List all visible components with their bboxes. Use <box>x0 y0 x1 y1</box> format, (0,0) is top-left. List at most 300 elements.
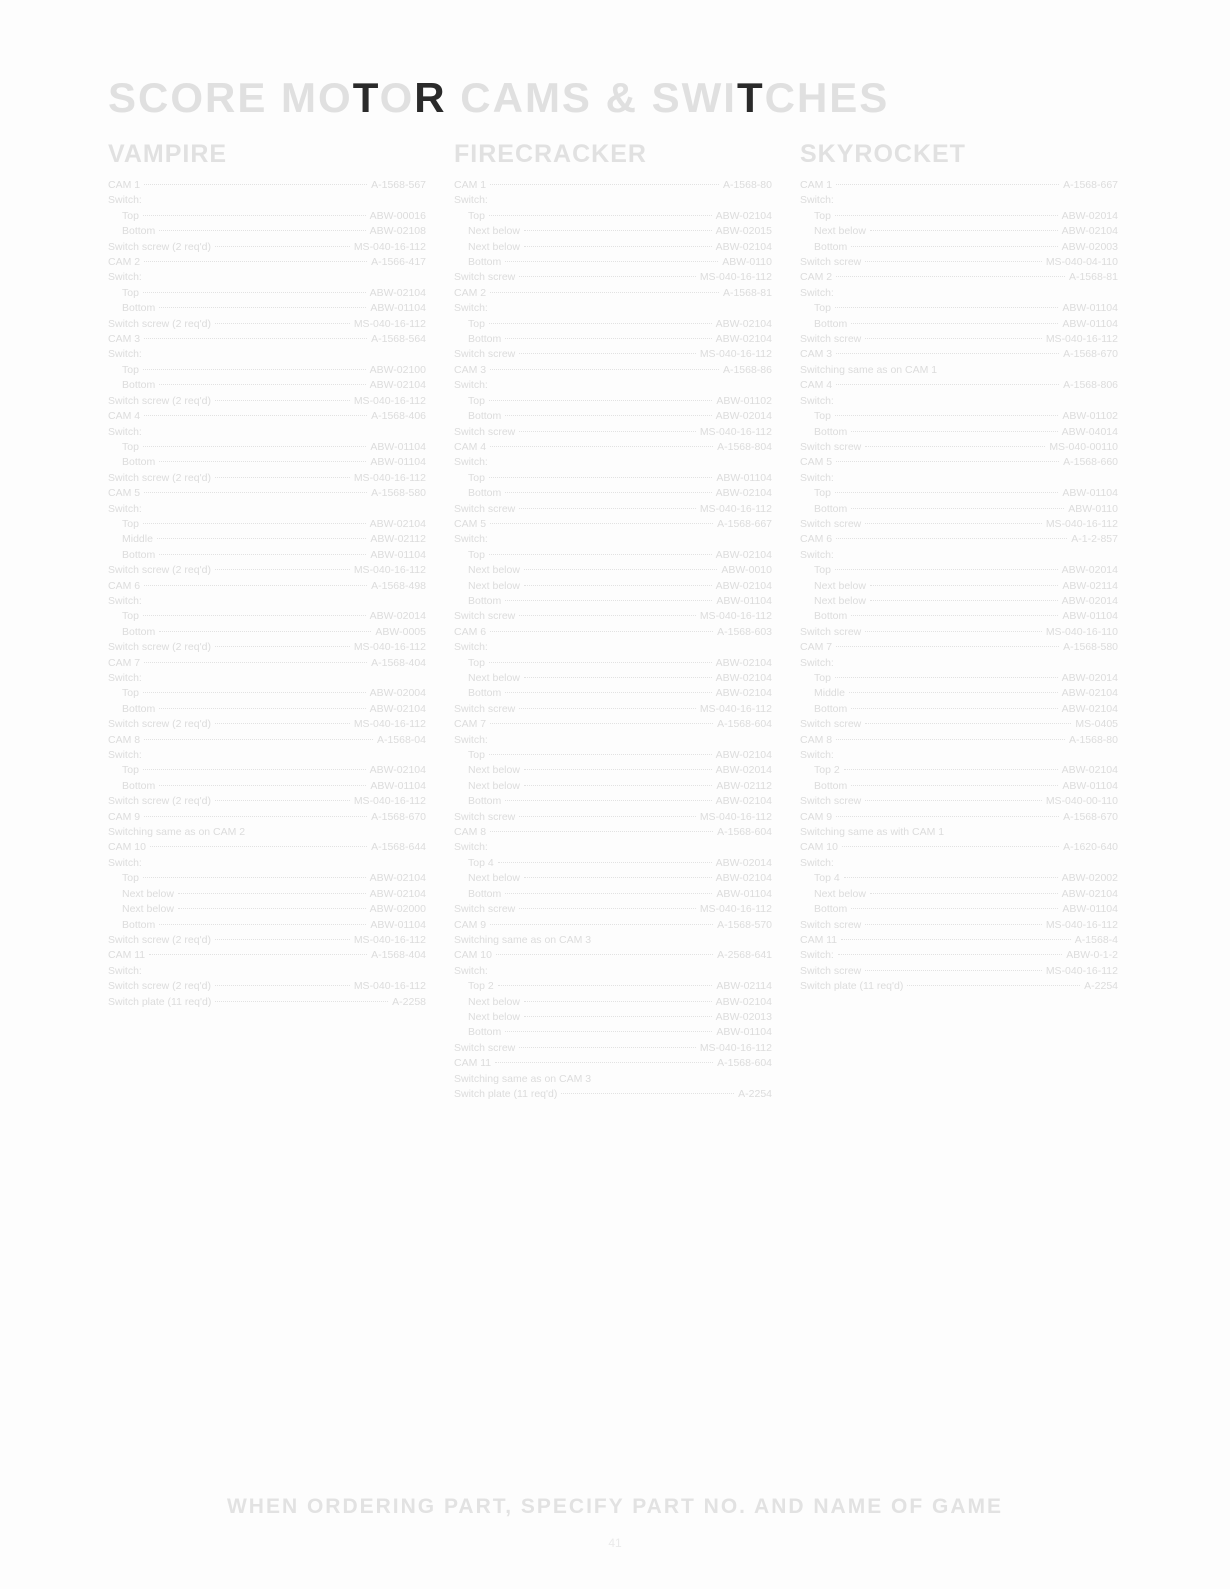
column-heading: VAMPIRE <box>108 140 228 168</box>
leader-dots <box>524 569 717 570</box>
parts-entry-label: Switch screw <box>454 610 516 623</box>
parts-entry-number: ABW-02014 <box>715 764 772 777</box>
parts-entry <box>454 255 772 270</box>
parts-entry-number: ABW-01104 <box>370 548 426 561</box>
parts-entry-label: Bottom <box>468 410 502 423</box>
parts-entry <box>454 317 772 332</box>
parts-entry-label: Next below <box>468 240 520 253</box>
parts-entry <box>108 948 426 963</box>
leader-dots <box>836 461 1059 462</box>
leader-dots <box>143 769 366 770</box>
parts-entry <box>108 748 426 763</box>
parts-entry-label: Top 2 <box>468 980 494 993</box>
parts-entry-number: ABW-02104 <box>715 209 772 222</box>
parts-entry-number: ABW-02104 <box>1061 225 1118 238</box>
parts-entry-label: Switch screw (2 req'd) <box>108 240 211 253</box>
parts-entry <box>108 702 426 717</box>
parts-entry <box>454 609 772 624</box>
parts-entry <box>108 964 426 979</box>
parts-entry-label: Switching same as with CAM 1 <box>800 826 945 839</box>
leader-dots <box>178 908 366 909</box>
parts-entry <box>108 995 426 1010</box>
parts-entry-number: MS-040-00-110 <box>1045 795 1118 808</box>
parts-entry <box>454 656 772 671</box>
parts-entry <box>454 193 772 208</box>
parts-entry <box>454 871 772 886</box>
parts-entry-number: ABW-01104 <box>370 918 426 931</box>
parts-entry-number: ABW-02114 <box>716 980 772 993</box>
leader-dots <box>842 846 1059 847</box>
parts-entry-label: Switch plate (11 req'd) <box>800 980 904 993</box>
parts-entry <box>454 856 772 871</box>
parts-entry-label: CAM 7 <box>454 718 487 731</box>
parts-entry-number: ABW-02104 <box>1061 764 1118 777</box>
leader-dots <box>215 646 350 647</box>
parts-entry-number: ABW-0005 <box>375 625 426 638</box>
parts-entry <box>454 733 772 748</box>
parts-entry-label: CAM 10 <box>800 841 838 854</box>
parts-entry-number: ABW-02104 <box>715 672 772 684</box>
parts-entry-label: Bottom <box>814 779 848 792</box>
parts-entry <box>800 733 1118 748</box>
parts-entry-number: ABW-02114 <box>1062 579 1118 592</box>
parts-entry-number: ABW-02112 <box>370 533 426 546</box>
parts-entry <box>800 255 1118 270</box>
parts-entry-label: Switch: <box>800 949 834 962</box>
parts-entry-number: ABW-01104 <box>1062 317 1118 330</box>
title-segment: ES <box>829 74 890 121</box>
parts-entry <box>800 486 1118 501</box>
parts-entry <box>800 840 1118 855</box>
parts-entry-number: MS-040-16-112 <box>699 502 772 515</box>
parts-entry <box>454 286 772 301</box>
parts-entry <box>454 594 772 609</box>
parts-entry-number: ABW-02004 <box>369 687 426 700</box>
parts-entry-label: Switch screw <box>454 810 516 823</box>
parts-entry-number: A-1568-80 <box>722 179 772 191</box>
parts-entry <box>800 918 1118 933</box>
parts-entry <box>454 1025 772 1040</box>
parts-entry-number: ABW-02104 <box>715 656 772 669</box>
leader-dots <box>149 954 367 955</box>
title-segment: H <box>796 74 830 121</box>
leader-dots <box>489 323 712 324</box>
leader-dots <box>178 893 366 894</box>
leader-dots <box>489 554 712 555</box>
parts-entry-label: Next below <box>468 764 520 777</box>
parts-entry <box>454 394 772 409</box>
parts-entry-label: Bottom <box>814 240 848 253</box>
parts-entry-label: Top <box>122 440 139 453</box>
parts-entry-label: Middle <box>122 533 153 546</box>
leader-dots <box>524 785 712 786</box>
parts-entry-number: ABW-02104 <box>715 487 772 500</box>
parts-entry <box>108 240 426 255</box>
leader-dots <box>490 446 713 447</box>
parts-entry-number: ABW-01104 <box>370 779 426 792</box>
parts-entry-number: A-1568-86 <box>722 363 772 376</box>
parts-entry-label: Switch: <box>108 594 142 607</box>
leader-dots <box>144 184 367 185</box>
leader-dots <box>519 708 696 709</box>
parts-entry-number: MS-040-16-112 <box>1045 333 1118 346</box>
parts-entry-label: Switch: <box>800 394 834 407</box>
parts-entry-label: Top 4 <box>814 872 840 885</box>
parts-entry-label: Switching same as on CAM 3 <box>454 1072 592 1085</box>
parts-entry-number: ABW-02014 <box>1061 672 1118 684</box>
leader-dots <box>144 338 367 339</box>
parts-entry-number: A-1568-667 <box>717 517 772 530</box>
parts-entry-label: Bottom <box>468 795 502 808</box>
parts-entry-number: ABW-01104 <box>1062 779 1118 792</box>
parts-entry-label: Switch screw (2 req'd) <box>108 718 211 731</box>
parts-entry-number: ABW-02104 <box>369 702 426 715</box>
parts-entry-label: Next below <box>468 672 520 684</box>
parts-entry <box>454 671 772 686</box>
parts-entry <box>108 763 426 778</box>
parts-entry-label: Bottom <box>122 548 156 561</box>
parts-entry-label: Bottom <box>122 302 156 315</box>
parts-entry-label: Top <box>814 209 831 222</box>
parts-entry-number: ABW-02104 <box>715 240 772 253</box>
leader-dots <box>489 477 712 478</box>
parts-entry-number: A-1568-670 <box>1063 810 1118 823</box>
parts-entry <box>454 178 772 193</box>
parts-entry-label: Bottom <box>814 903 848 916</box>
parts-entry-label: CAM 11 <box>800 933 838 946</box>
parts-entry-label: Top <box>468 656 485 669</box>
parts-entry <box>454 378 772 393</box>
parts-entry-label: Switch screw <box>800 918 862 931</box>
parts-entry-label: Switch screw (2 req'd) <box>108 641 211 654</box>
parts-entry-label: Next below <box>468 1010 520 1023</box>
parts-entry-number: ABW-01104 <box>716 594 772 607</box>
parts-entry-label: CAM 11 <box>454 1057 492 1070</box>
parts-entry <box>454 979 772 994</box>
parts-entry-number: A-1568-4 <box>1074 933 1118 946</box>
parts-entry <box>108 440 426 455</box>
parts-entry-number: MS-040-16-112 <box>1045 964 1118 977</box>
parts-entry <box>800 347 1118 362</box>
parts-entry-number: ABW-02013 <box>715 1010 772 1023</box>
leader-dots <box>865 924 1042 925</box>
parts-entry <box>800 286 1118 301</box>
leader-dots <box>836 384 1059 385</box>
parts-entry-number: A-1568-604 <box>717 1057 772 1070</box>
parts-entry <box>800 640 1118 655</box>
leader-dots <box>849 692 1058 693</box>
parts-entry-number: A-1568-806 <box>1063 379 1118 392</box>
parts-entry <box>108 640 426 655</box>
parts-entry-number: MS-040-16-110 <box>1045 625 1118 638</box>
parts-entry-number: ABW-02104 <box>1061 887 1118 900</box>
parts-entry-label: Switch: <box>454 379 488 392</box>
leader-dots <box>835 677 1058 678</box>
parts-entry-number: A-1568-603 <box>717 625 772 638</box>
parts-entry <box>454 425 772 440</box>
parts-entry <box>108 871 426 886</box>
leader-dots <box>143 615 366 616</box>
parts-entry-number: ABW-02104 <box>1061 687 1118 700</box>
parts-entry-number: A-2254 <box>1084 980 1118 993</box>
title-segment: CAMS & SWI <box>446 74 737 121</box>
leader-dots <box>851 785 1058 786</box>
parts-entry-label: Switch plate (11 req'd) <box>108 995 212 1008</box>
parts-entry-label: Top <box>122 610 139 623</box>
parts-entry-label: Top <box>122 363 139 376</box>
parts-entry-label: CAM 2 <box>108 256 141 269</box>
leader-dots <box>836 816 1059 817</box>
parts-entry <box>800 563 1118 578</box>
parts-entry-label: Switch screw <box>454 702 516 715</box>
parts-entry-label: Switch: <box>454 456 488 469</box>
parts-entry <box>800 871 1118 886</box>
leader-dots <box>519 353 696 354</box>
parts-entry-label: Switch: <box>454 964 488 977</box>
parts-entry <box>454 902 772 917</box>
parts-entry <box>454 810 772 825</box>
parts-entry-label: CAM 2 <box>454 286 487 299</box>
parts-entry <box>454 440 772 455</box>
leader-dots <box>215 723 350 724</box>
leader-dots <box>144 585 367 586</box>
parts-entry-label: Bottom <box>814 502 848 515</box>
leader-dots <box>144 662 367 663</box>
parts-entry-number: A-1568-660 <box>1063 456 1118 469</box>
parts-entry-label: Next below <box>468 564 520 577</box>
parts-columns <box>108 140 1118 1102</box>
parts-entry-number: MS-040-16-112 <box>699 610 772 623</box>
parts-entry <box>454 840 772 855</box>
leader-dots <box>851 431 1057 432</box>
parts-entry <box>454 948 772 963</box>
parts-entry-number: MS-040-16-112 <box>353 718 426 731</box>
parts-entry <box>108 933 426 948</box>
parts-entry-number: A-1568-406 <box>371 410 426 423</box>
parts-entry <box>800 794 1118 809</box>
parts-entry-label: Switch screw (2 req'd) <box>108 564 211 577</box>
leader-dots <box>159 708 365 709</box>
footer-note: WHEN ORDERING PART, SPECIFY PART NO. AND NAME OF GAME <box>226 1495 1004 1518</box>
leader-dots <box>143 446 366 447</box>
parts-entry <box>454 702 772 717</box>
parts-entry-number: MS-040-16-112 <box>353 933 426 946</box>
leader-dots <box>835 492 1058 493</box>
parts-entry-number: A-1568-644 <box>371 841 426 854</box>
parts-entry-label: Switch: <box>108 502 142 515</box>
parts-entry <box>800 702 1118 717</box>
parts-entry-label: Switch: <box>108 856 142 869</box>
parts-entry <box>108 887 426 902</box>
parts-entry-number: A-1568-404 <box>371 949 426 962</box>
parts-entry-label: Switch: <box>108 271 142 284</box>
parts-entry-number: A-1620-640 <box>1063 841 1118 854</box>
parts-entry-number: A-1568-81 <box>722 286 772 299</box>
leader-dots <box>143 369 366 370</box>
leader-dots <box>835 569 1058 570</box>
parts-entry <box>800 686 1118 701</box>
parts-entry-label: Switching same as on CAM 3 <box>454 933 592 946</box>
parts-entry <box>454 332 772 347</box>
parts-entry-number: A-2254 <box>738 1087 772 1100</box>
parts-entry <box>108 548 426 563</box>
parts-entry-label: Switch: <box>108 194 142 207</box>
parts-entry-number: MS-040-16-112 <box>699 348 772 361</box>
parts-entry <box>800 671 1118 686</box>
parts-entry-label: Next below <box>814 225 866 238</box>
parts-entry-label: Bottom <box>122 779 156 792</box>
parts-entry-label: CAM 8 <box>454 826 487 839</box>
leader-dots <box>836 184 1059 185</box>
parts-entry <box>800 378 1118 393</box>
parts-entry-label: CAM 3 <box>454 363 487 376</box>
leader-dots <box>524 677 712 678</box>
parts-entry-label: Switch screw (2 req'd) <box>108 394 211 407</box>
parts-entry <box>108 671 426 686</box>
parts-entry <box>108 486 426 501</box>
parts-entry <box>108 332 426 347</box>
parts-entry <box>108 779 426 794</box>
parts-entry-number: ABW-01102 <box>716 394 772 407</box>
parts-entry <box>108 286 426 301</box>
parts-entry-label: CAM 10 <box>108 841 146 854</box>
parts-entry <box>800 579 1118 594</box>
parts-entry-number: A-1568-604 <box>717 718 772 731</box>
parts-entry-number: A-1568-498 <box>371 579 426 592</box>
parts-entry-label: Switch: <box>454 302 488 315</box>
parts-entry <box>454 686 772 701</box>
parts-entry-number: ABW-04014 <box>1061 425 1118 438</box>
parts-entry <box>108 224 426 239</box>
parts-entry-label: Switch screw <box>800 964 862 977</box>
parts-entry <box>800 517 1118 532</box>
leader-dots <box>851 615 1058 616</box>
parts-entry-number: A-1568-670 <box>371 810 426 823</box>
parts-entry-label: Bottom <box>814 702 848 715</box>
parts-entry-label: CAM 6 <box>108 579 141 592</box>
parts-entry-number: A-1568-404 <box>371 656 426 669</box>
parts-entry-label: Switch: <box>800 194 834 207</box>
parts-entry <box>800 471 1118 486</box>
parts-entry-label: Next below <box>814 579 866 592</box>
parts-entry-label: Switch: <box>454 841 488 854</box>
parts-entry <box>454 224 772 239</box>
parts-entry-label: CAM 4 <box>454 440 487 453</box>
parts-entry-number: A-1568-564 <box>371 333 426 346</box>
parts-entry-label: Bottom <box>468 887 502 900</box>
parts-entry-number: MS-040-16-112 <box>353 564 426 577</box>
parts-entry-label: Switch screw <box>800 795 862 808</box>
parts-entry-label: Switch: <box>800 548 834 561</box>
parts-entry-label: Bottom <box>122 625 156 638</box>
parts-entry-label: Bottom <box>468 594 502 607</box>
leader-dots <box>490 723 713 724</box>
parts-entry-number: A-1568-567 <box>371 179 426 191</box>
leader-dots <box>159 384 365 385</box>
parts-entry-label: Switching same as on CAM 2 <box>108 826 246 839</box>
parts-entry <box>454 209 772 224</box>
parts-entry-label: CAM 10 <box>454 949 492 962</box>
parts-entry <box>800 933 1118 948</box>
parts-entry-number: MS-040-16-112 <box>1045 517 1118 530</box>
leader-dots <box>490 831 713 832</box>
parts-entry-number: ABW-01102 <box>1062 410 1118 423</box>
parts-entry <box>454 748 772 763</box>
parts-entry <box>108 178 426 193</box>
parts-entry-number: A-1568-604 <box>717 826 772 839</box>
parts-entry-label: Next below <box>468 995 520 1008</box>
leader-dots <box>505 893 712 894</box>
parts-entry <box>108 609 426 624</box>
parts-entry-label: Switch screw <box>800 256 862 269</box>
leader-dots <box>144 739 373 740</box>
leader-dots <box>505 492 711 493</box>
parts-entry <box>454 240 772 255</box>
parts-entry <box>454 1072 772 1087</box>
parts-entry-number: ABW-0110 <box>1068 502 1118 515</box>
parts-entry-number: ABW-0110 <box>722 256 772 269</box>
parts-entry <box>454 347 772 362</box>
leader-dots <box>524 585 712 586</box>
parts-entry <box>108 209 426 224</box>
parts-entry-number: ABW-01104 <box>1062 610 1118 623</box>
leader-dots <box>215 800 350 801</box>
parts-entry-label: Switch screw <box>454 348 516 361</box>
parts-entry <box>108 656 426 671</box>
parts-entry-number: MS-040-16-112 <box>699 271 772 284</box>
parts-entry <box>108 625 426 640</box>
parts-entry-label: CAM 3 <box>800 348 833 361</box>
parts-entry <box>108 902 426 917</box>
parts-entry <box>800 440 1118 455</box>
leader-dots <box>489 662 712 663</box>
leader-dots <box>851 908 1058 909</box>
parts-entry <box>108 378 426 393</box>
leader-dots <box>215 939 350 940</box>
parts-entry-number: ABW-02104 <box>715 795 772 808</box>
leader-dots <box>144 816 367 817</box>
parts-entry <box>454 579 772 594</box>
parts-entry-label: Switch screw <box>800 333 862 346</box>
parts-entry <box>800 455 1118 470</box>
parts-entry-number: MS-040-16-112 <box>353 240 426 253</box>
leader-dots <box>489 400 712 401</box>
leader-dots <box>215 985 350 986</box>
leader-dots <box>836 739 1065 740</box>
parts-entry-label: Switching same as on CAM 1 <box>800 363 938 376</box>
parts-entry-number: MS-040-16-112 <box>353 795 426 808</box>
parts-entry-number: ABW-02104 <box>715 872 772 885</box>
parts-entry-label: Bottom <box>814 425 848 438</box>
leader-dots <box>159 554 366 555</box>
parts-entry-number: ABW-02104 <box>715 749 772 762</box>
leader-dots <box>524 246 712 247</box>
parts-entry-number: A-1568-81 <box>1068 271 1118 284</box>
parts-entry-label: Switch: <box>108 964 142 977</box>
parts-entry <box>800 717 1118 732</box>
parts-entry <box>454 471 772 486</box>
parts-entry-label: Next below <box>468 579 520 592</box>
parts-entry <box>108 825 426 840</box>
parts-entry-number: ABW-02015 <box>715 225 772 238</box>
parts-entry <box>800 763 1118 778</box>
parts-entry <box>454 964 772 979</box>
parts-entry <box>800 594 1118 609</box>
parts-entry <box>800 209 1118 224</box>
leader-dots <box>524 769 712 770</box>
parts-entry-number: ABW-0-1-2 <box>1066 949 1118 962</box>
leader-dots <box>524 877 712 878</box>
